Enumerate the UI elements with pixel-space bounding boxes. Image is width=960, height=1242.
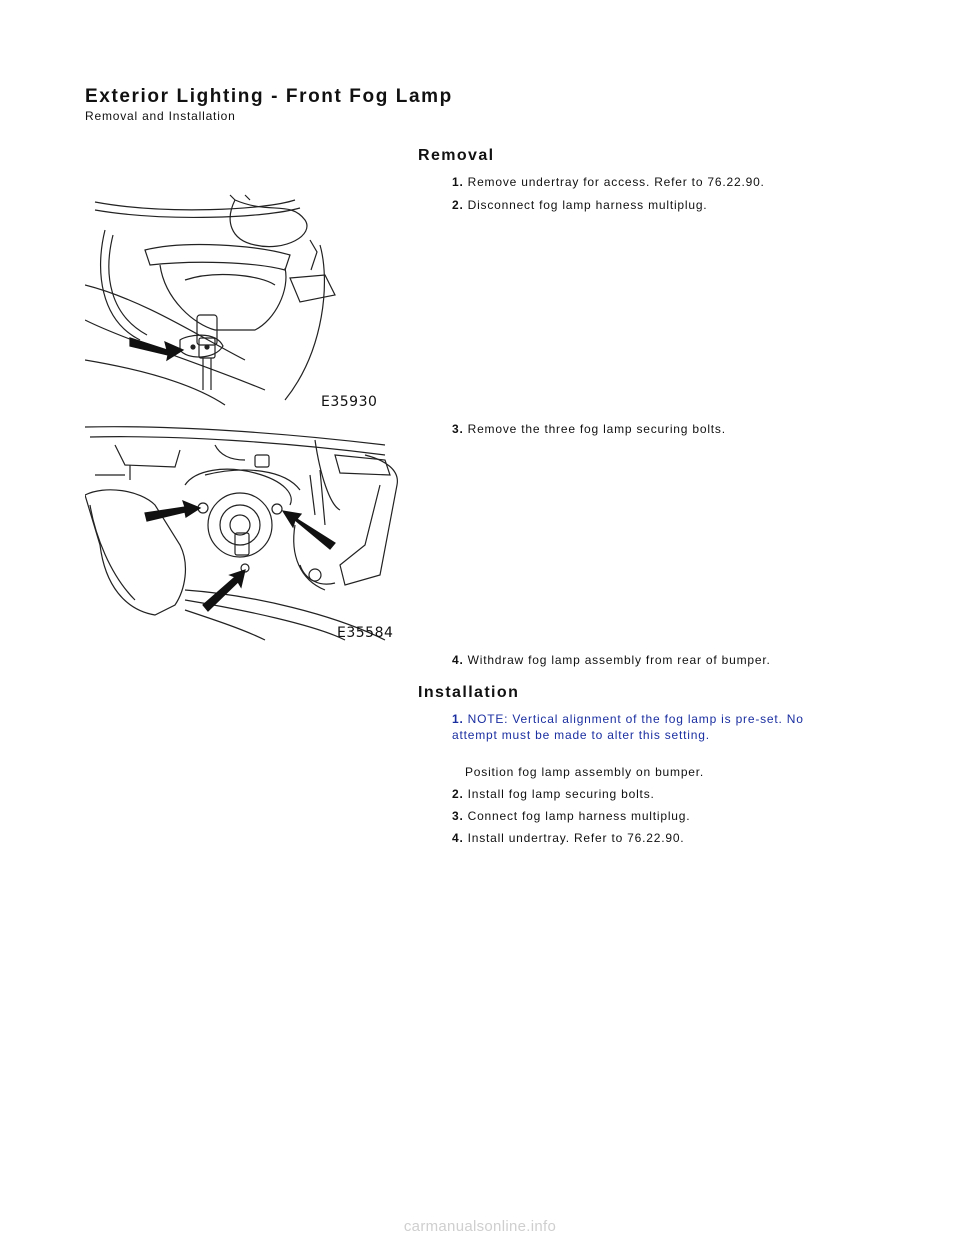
step-number: 1. <box>452 175 464 189</box>
installation-step-1-action: Position fog lamp assembly on bumper. <box>465 765 705 779</box>
figure-label: E35584 <box>337 625 394 641</box>
step-number: 2. <box>452 787 464 801</box>
step-text: Remove undertray for access. Refer to 76.22.90. <box>467 175 765 189</box>
step-number: 4. <box>452 653 464 667</box>
installation-step-1 <box>452 711 852 743</box>
step-text: Install fog lamp securing bolts. <box>467 787 655 801</box>
installation-step-4 <box>452 830 852 846</box>
step-text: Withdraw fog lamp assembly from rear of bumper. <box>467 653 771 667</box>
removal-step-1 <box>452 174 852 190</box>
figure-securing-bolts <box>85 415 415 645</box>
step-text: Disconnect fog lamp harness multiplug. <box>467 198 708 212</box>
installation-heading: Installation <box>418 684 520 701</box>
step-number: 3. <box>452 809 464 823</box>
installation-step-2 <box>452 786 852 802</box>
figure-label: E35930 <box>321 394 378 410</box>
step-number: 1. <box>452 712 464 726</box>
removal-heading: Removal <box>418 147 495 164</box>
watermark: carmanualsonline.info <box>403 1218 557 1235</box>
step-number: 2. <box>452 198 464 212</box>
page-title: Exterior Lighting - Front Fog Lamp <box>85 86 453 107</box>
fog-lamp-multiplug-illustration <box>85 190 410 415</box>
step-note: NOTE: Vertical alignment of the fog lamp is pre-set. No attempt must be made to alter this setting. <box>452 712 804 742</box>
installation-step-3 <box>452 808 852 824</box>
removal-step-4 <box>452 652 852 668</box>
step-number: 3. <box>452 422 464 436</box>
step-text: Install undertray. Refer to 76.22.90. <box>467 831 685 845</box>
step-number: 4. <box>452 831 464 845</box>
step-text: Connect fog lamp harness multiplug. <box>467 809 691 823</box>
fog-lamp-bolts-illustration <box>85 415 415 645</box>
figure-multiplug <box>85 190 410 415</box>
removal-step-2 <box>452 197 852 213</box>
page-subtitle: Removal and Installation <box>85 109 236 123</box>
removal-step-3 <box>452 421 852 437</box>
step-text: Remove the three fog lamp securing bolts. <box>467 422 726 436</box>
